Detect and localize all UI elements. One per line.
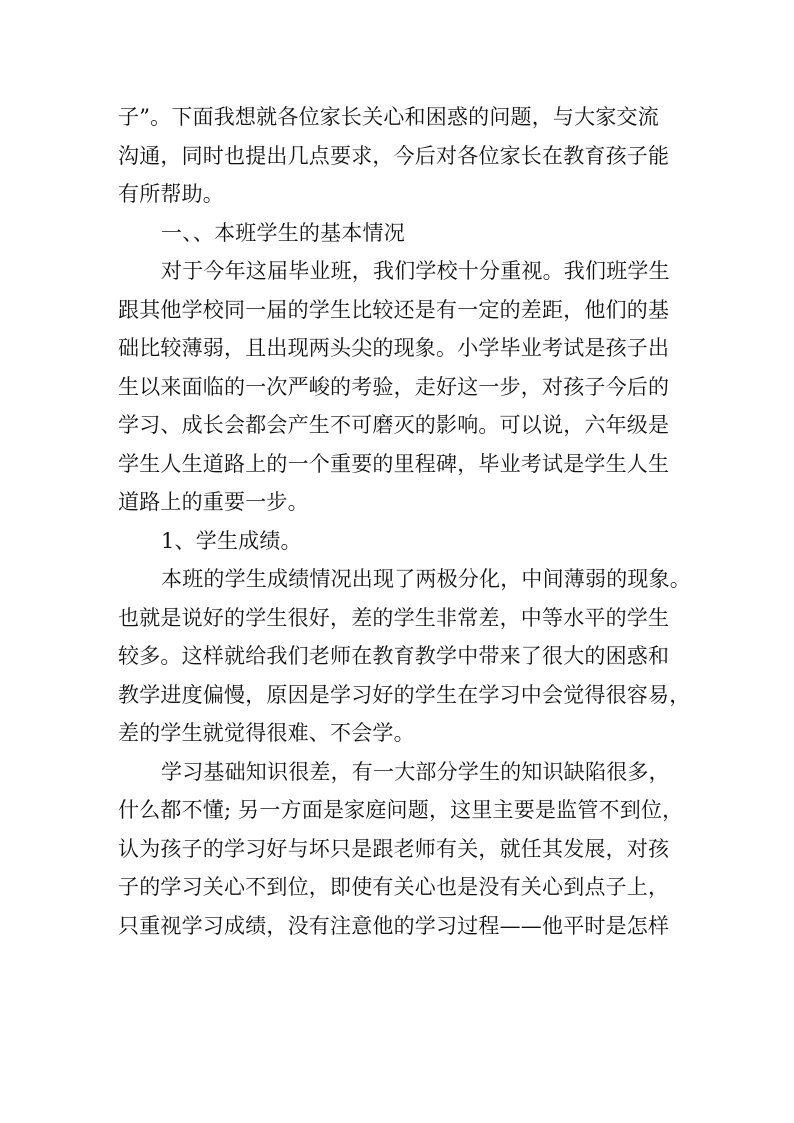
- text-line: 子的学习关心不到位，即使有关心也是没有关心到点子上，: [118, 875, 670, 899]
- text-line: 只重视学习成绩，没有注意他的学习过程——他平时是怎样: [118, 913, 670, 938]
- text-line: 教学进度偏慢，原因是学习好的学生在学习中会觉得很容易，: [118, 682, 691, 707]
- text-line: 学习、成长会都会产生不可磨灭的影响。可以说，六年级是: [118, 413, 670, 437]
- text-line: 较多。这样就给我们老师在教育教学中带来了很大的困惑和: [118, 644, 670, 668]
- text-line: 学习基础知识很差，有一大部分学生的知识缺陷很多，: [161, 759, 670, 784]
- text-line: 对于今年这届毕业班，我们学校十分重视。我们班学生: [161, 259, 670, 283]
- text-line: 也就是说好的学生很好，差的学生非常差，中等水平的学生: [118, 605, 670, 630]
- text-line: 有所帮助。: [118, 182, 224, 206]
- text-line: 跟其他学校同一届的学生比较还是有一定的差距，他们的基: [118, 297, 670, 322]
- text-line: 本班的学生成绩情况出现了两极分化，中间薄弱的现象。: [161, 567, 691, 591]
- text-line: 认为孩子的学习好与坏只是跟老师有关，就任其发展，对孩: [118, 836, 670, 861]
- text-line: 道路上的重要一步。: [118, 490, 309, 514]
- document-body: [118, 98, 691, 945]
- text-line: 沟通，同时也提出几点要求，今后对各位家长在教育孩子能: [118, 143, 670, 168]
- text-line: 子”。下面我想就各位家长关心和困惑的问题，与大家交流: [118, 105, 659, 129]
- text-line: 学生人生道路上的一个重要的里程碑，毕业考试是学生人生: [118, 451, 670, 476]
- text-line: 础比较薄弱，且出现两头尖的现象。小学毕业考试是孩子出: [118, 336, 670, 360]
- text-line: 什么都不懂; 另一方面是家庭问题，这里主要是监管不到位，: [118, 798, 684, 822]
- text-line: 生以来面临的一次严峻的考验，走好这一步，对孩子今后的: [118, 374, 670, 399]
- text-line: 差的学生就觉得很难、不会学。: [118, 721, 415, 745]
- subsection-heading: 1、学生成绩。: [161, 528, 302, 553]
- section-heading: 一、、本班学生的基本情况: [161, 220, 405, 245]
